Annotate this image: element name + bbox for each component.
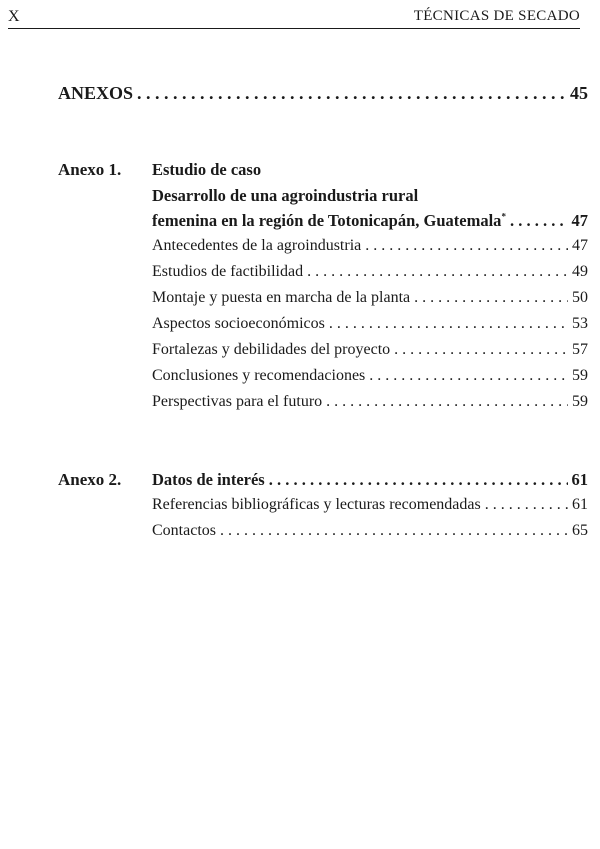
toc-entry-anexos[interactable]: [58, 83, 588, 104]
anexo-1-heading-line-3: femenina en la región de Totonicapán, Guatemala: [152, 211, 502, 230]
toc-entry-title: Datos de interés: [152, 470, 265, 489]
dot-leader: [394, 341, 568, 359]
dot-leader: [220, 522, 568, 540]
toc-entry-title: Montaje y puesta en marcha de la planta: [152, 289, 411, 306]
anexo-2-label: Anexo 2.: [58, 470, 122, 489]
toc-entry-page: 65: [572, 522, 588, 539]
toc-subentry[interactable]: [152, 522, 588, 540]
anexo-1-heading-line-1: Estudio de caso: [152, 160, 262, 179]
toc-entry-title: ANEXOS: [58, 83, 134, 103]
toc-entry-page: 59: [572, 367, 588, 384]
dot-leader: [307, 263, 568, 281]
toc-entry-title: Fortalezas y debilidades del proyecto: [152, 341, 391, 358]
toc-entry-page: 53: [572, 315, 588, 332]
anexo-1-label: Anexo 1.: [58, 160, 122, 179]
dot-leader: [329, 315, 568, 333]
page-header: [8, 8, 580, 29]
toc-entry-page: 45: [570, 83, 588, 103]
toc-subentry[interactable]: [152, 237, 588, 255]
dot-leader: [269, 470, 568, 490]
toc-entry-title: Perspectivas para el futuro: [152, 393, 323, 410]
toc-entry-page: 50: [572, 289, 588, 306]
toc-subentry[interactable]: [152, 367, 588, 385]
dot-leader: [369, 367, 568, 385]
toc-entry-page: 61: [571, 470, 588, 489]
toc-subentry[interactable]: [152, 393, 588, 411]
toc-entry-page: 61: [572, 496, 588, 513]
toc-entry-page: 49: [572, 263, 588, 280]
toc-entry-page: 47: [572, 237, 588, 254]
dot-leader: [510, 211, 568, 231]
toc-entry-anexo-1[interactable]: [152, 211, 588, 231]
footnote-mark: *: [501, 211, 506, 222]
toc-entry-page: 47: [571, 211, 588, 230]
toc-subentry[interactable]: [152, 263, 588, 281]
toc-entry-title: Estudios de factibilidad: [152, 263, 304, 280]
dot-leader: [326, 393, 568, 411]
toc-entry-title: Referencias bibliográficas y lecturas recomendadas: [152, 496, 481, 513]
toc-entry-page: 59: [572, 393, 588, 410]
dot-leader: [137, 83, 566, 104]
toc-entry-anexo-2[interactable]: [152, 470, 588, 490]
anexo-1-heading-line-2: Desarrollo de una agroindustria rural: [152, 186, 419, 205]
toc-entry-title: Contactos: [152, 522, 216, 539]
toc-entry-title: Antecedentes de la agroindustria: [152, 237, 362, 254]
page-number-roman: X: [8, 8, 21, 25]
toc-subentry[interactable]: [152, 289, 588, 307]
dot-leader: [414, 289, 568, 307]
toc-subentry[interactable]: [152, 341, 588, 359]
toc-subentry[interactable]: [152, 315, 588, 333]
toc-entry-title: Aspectos socioeconómicos: [152, 315, 325, 332]
toc-entry-title: [152, 211, 506, 231]
running-title: TÉCNICAS DE SECADO: [413, 8, 580, 24]
toc-subentry[interactable]: [152, 496, 588, 514]
dot-leader: [485, 496, 568, 514]
dot-leader: [365, 237, 568, 255]
toc-entry-page: 57: [572, 341, 588, 358]
toc-entry-title: Conclusiones y recomendaciones: [152, 367, 366, 384]
